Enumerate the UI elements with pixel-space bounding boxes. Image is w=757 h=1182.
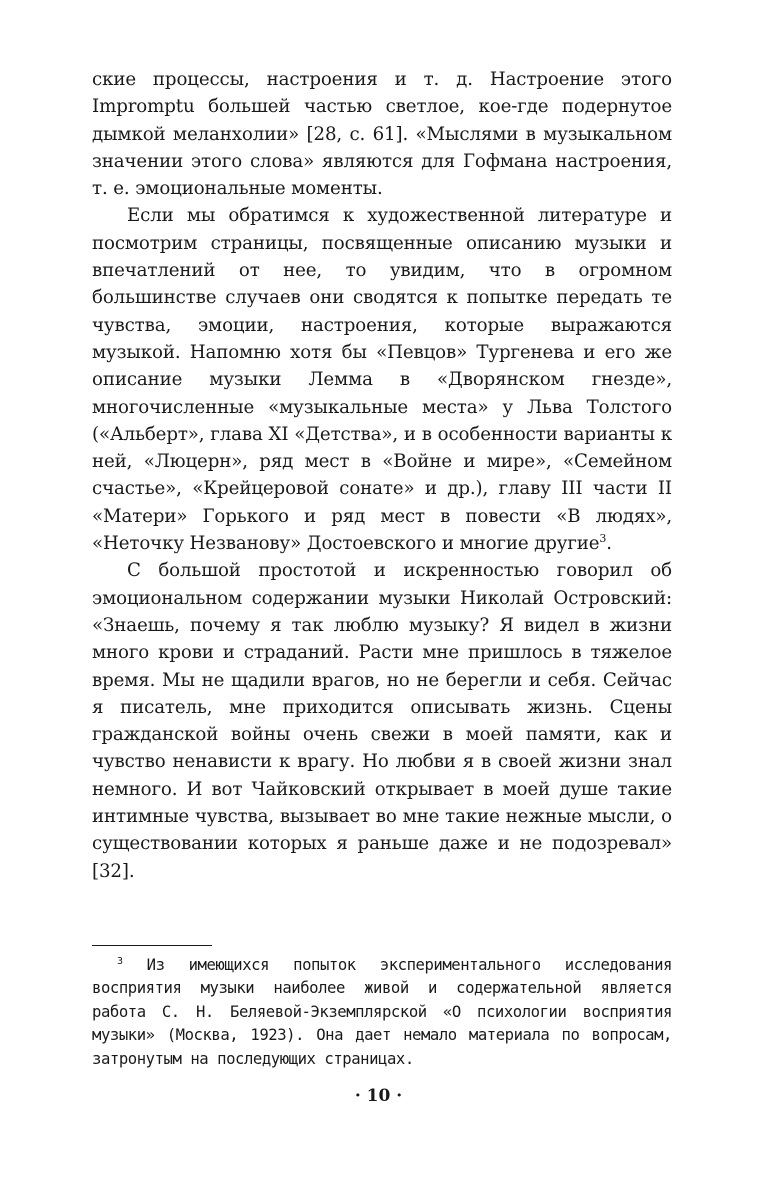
paragraph-1-text: ские процессы, настроения и т. д. Настроение этого Impromptu большей частью светлое, кое-где подернутое дымкой меланхолии» [28, с. 61]. «Мыслями в музыкальном значении этого слова» являются для Гофмана настроения, т. е. эмоциональные моменты. <box>92 69 672 200</box>
main-text <box>92 66 672 885</box>
paragraph-3 <box>92 557 672 885</box>
paragraph-2-end: . <box>606 533 612 555</box>
footnote-3 <box>92 954 672 1071</box>
page-body <box>92 66 672 885</box>
paragraph-2 <box>92 202 672 557</box>
footnote-marker: 3 <box>117 955 123 967</box>
page-number: · 10 · <box>354 1086 403 1106</box>
footnote-text: Из имеющихся попыток экспериментального исследования восприятия музыки наиболее живой и содержательной является работа С. Н. Беляевой-Экземплярской «О психологии восприятия музыки» (Москва, 1923). Она дает немало материала по вопросам, затронутым на последующих страницах. <box>92 956 672 1068</box>
paragraph-3-text: С большой простотой и искренностью говорил об эмоциональном содержании музыки Николай Островский: «Знаешь, почему я так люблю музыку? Я видел в жизни много крови и страданий. Расти мне пришлось в тяжелое время. Мы не щадили врагов, но не берегли и себя. Сейчас я писатель, мне приходится описывать жизнь. Сцены гражданской войны очень свежи в моей памяти, как и чувство ненависти к врагу. Но любви я в своей жизни знал немного. И вот Чайковский открывает в моей душе такие интимные чувства, вызывает во мне такие нежные мысли, о существовании которых я раньше даже и не подозревал» [32]. <box>92 560 672 882</box>
footnote-section <box>92 954 672 1071</box>
footnote-divider <box>92 945 212 946</box>
paragraph-1 <box>92 66 672 202</box>
footnote-reference[interactable]: 3 <box>599 531 607 545</box>
paragraph-2-text: Если мы обратимся к художественной литературе и посмотрим страницы, посвященные описанию музыки и впечатлений от нее, то увидим, что в огромном большинстве случаев они сводятся к попытке передать те чувства, эмоции, настроения, которые выражаются музыкой. Напомню хотя бы «Певцов» Тургенева и его же описание музыки Лемма в «Дворянском гнезде», многочисленные «музыкальные места» у Льва Толстого («Альберт», глава XI «Детства», и в особенности варианты к ней, «Люцерн», ряд мест в «Войне и мире», «Семейном счастье», «Крейцеровой сонате» и др.), главу III части II «Матери» Горького и ряд мест в повести «В людях», «Неточку Незванову» Достоевского и многие другие <box>92 205 672 555</box>
